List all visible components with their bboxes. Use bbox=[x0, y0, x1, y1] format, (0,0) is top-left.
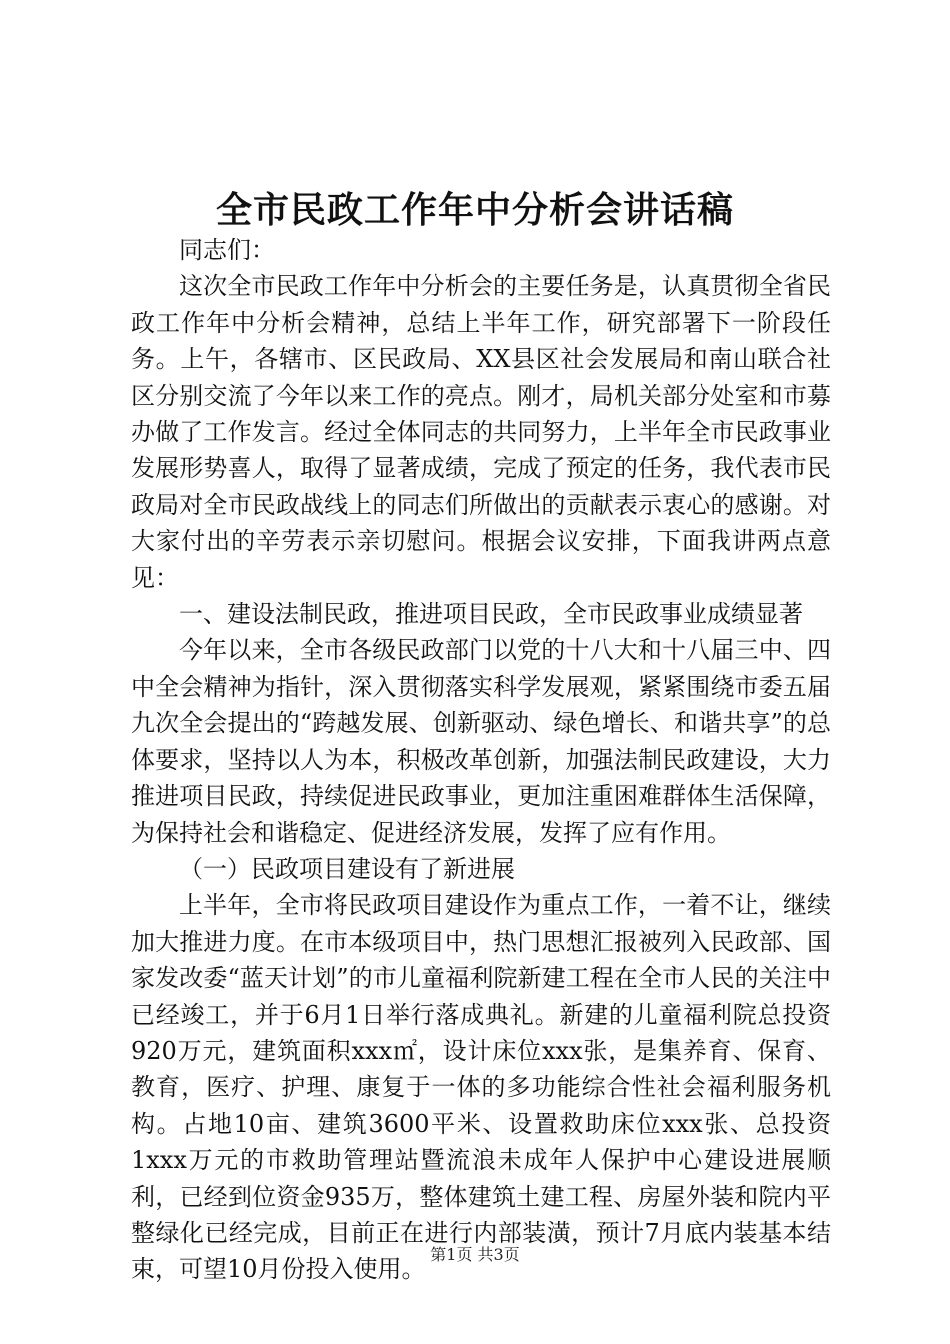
subsection-heading: （一）民政项目建设有了新进展 bbox=[179, 854, 515, 883]
document-title: 全市民政工作年中分析会讲话稿 bbox=[215, 189, 734, 231]
document-body bbox=[131, 232, 831, 1288]
page-footer: 第1页 共3页 bbox=[430, 1245, 520, 1264]
body-paragraph: 上半年，全市将民政项目建设作为重点工作，一着不让，继续加大推进力度。在市本级项目中，热门思想汇报被列入民政部、国家发改委“蓝天计划”的市儿童福利院新建工程在全市人民的关注中已经竣工，并于6月1日举行落成典礼。新建的儿童福利院总投资920万元，建筑面积xxx㎡，设计床位xxx张，是集养育、保育、教育，医疗、护理、康复于一体的多功能综合性社会福利服务机构。占地10亩、建筑3600平米、设置救助床位xxx张、总投资1xxx万元的市救助管理站暨流浪未成年人保护中心建设进展顺利，已经到位资金935万，整体建筑土建工程、房屋外装和院内平整绿化已经完成，目前正在进行内部装潢，预计7月底内装基本结束，可望10月份投入使用。 bbox=[131, 891, 831, 1284]
body-paragraph: 这次全市民政工作年中分析会的主要任务是，认真贯彻全省民政工作年中分析会精神，总结上半年工作，研究部署下一阶段任务。上午，各辖市、区民政局、XX县区社会发展局和南山联合社区分别交流了今年以来工作的亮点。刚才，局机关部分处室和市募办做了工作发言。经过全体同志的共同努力，上半年全市民政事业发展形势喜人，取得了显著成绩，完成了预定的任务，我代表市民政局对全市民政战线上的同志们所做出的贡献表示衷心的感谢。对大家付出的辛劳表示亲切慰问。根据会议安排，下面我讲两点意见： bbox=[131, 272, 831, 592]
body-paragraph: 今年以来，全市各级民政部门以党的十八大和十八届三中、四中全会精神为指针，深入贯彻落实科学发展观，紧紧围绕市委五届九次全会提出的“跨越发展、创新驱动、绿色增长、和谐共享”的总体要求，坚持以人为本，积极改革创新，加强法制民政建设，大力推进项目民政，持续促进民政事业，更加注重困难群体生活保障，为保持社会和谐稳定、促进经济发展，发挥了应有作用。 bbox=[131, 636, 831, 847]
salutation: 同志们： bbox=[179, 236, 275, 264]
section-heading: 一、建设法制民政，推进项目民政，全市民政事业成绩显著 bbox=[179, 600, 803, 629]
